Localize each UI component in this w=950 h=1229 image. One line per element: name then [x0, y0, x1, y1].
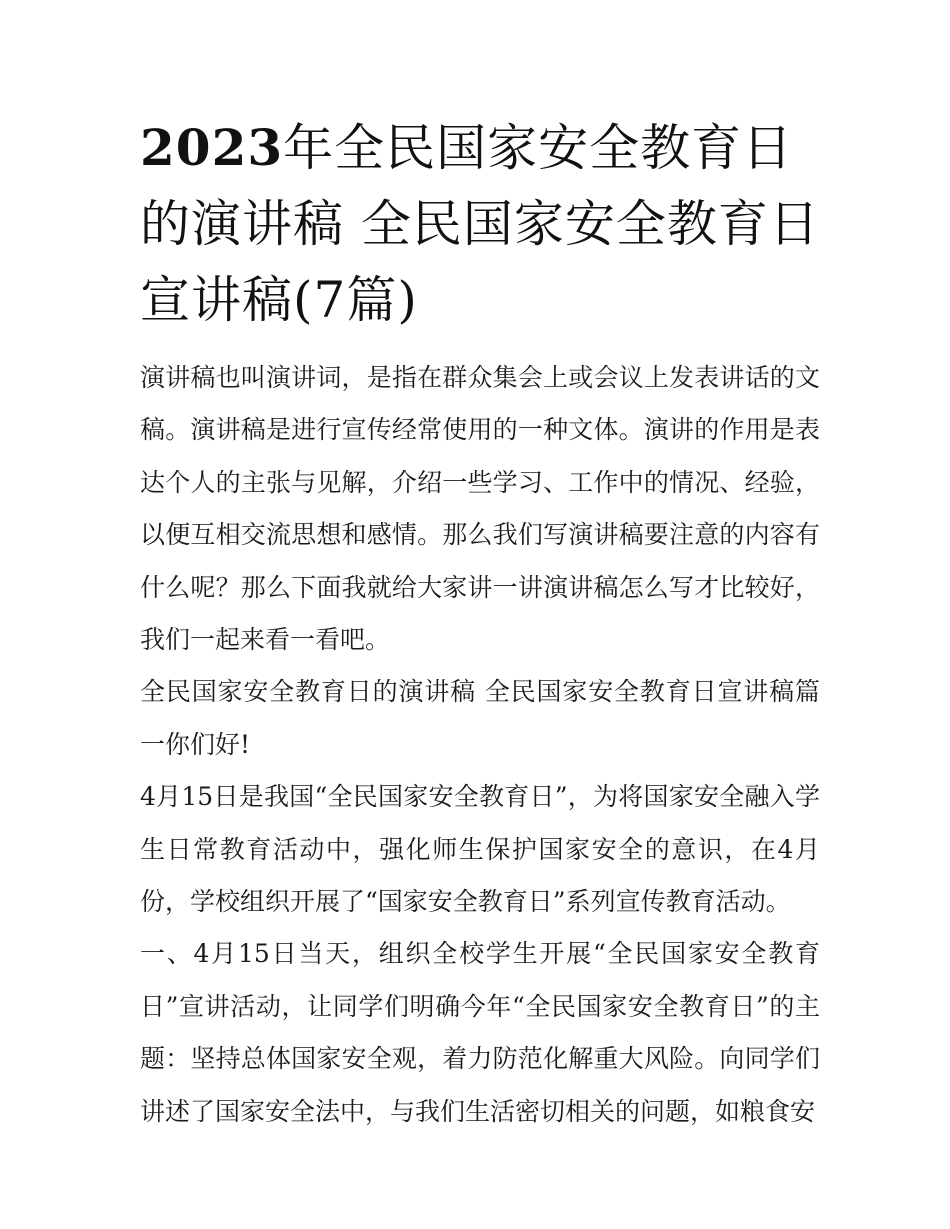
section-heading-paragraph: 全民国家安全教育日的演讲稿 全民国家安全教育日宣讲稿篇一你们好!: [140, 677, 820, 759]
intro-paragraph: 演讲稿也叫演讲词，是指在群众集会上或会议上发表讲话的文稿。演讲稿是进行宣传经常使用的一种文体。演讲的作用是表达个人的主张与见解，介绍一些学习、工作中的情况、经验，以便互相交流思想和感情。那么我们写演讲稿要注意的内容有什么呢？那么下面我就给大家讲一讲演讲稿怎么写才比较好，我们一起来看一看吧。: [140, 363, 820, 655]
document-title: [140, 110, 820, 338]
date-paragraph: 4月15日是我国“全民国家安全教育日”，为将国家安全融入学生日常教育活动中，强化师生保护国家安全的意识，在4月份，学校组织开展了“国家安全教育日”系列宣传教育活动。: [140, 782, 820, 917]
activity-paragraph: 一、4月15日当天，组织全校学生开展“全民国家安全教育日”宣讲活动，让同学们明确今年“全民国家安全教育日”的主题：坚持总体国家安全观，着力防范化解重大风险。向同学们讲述了国家安全法中，与我们生活密切相关的问题，如粮食安: [140, 939, 820, 1126]
title-year: 2023: [140, 118, 284, 177]
title-text: 年全民国家安全教育日的演讲稿 全民国家安全教育日宣讲稿(7篇): [140, 119, 820, 329]
document-body: [140, 352, 820, 1138]
